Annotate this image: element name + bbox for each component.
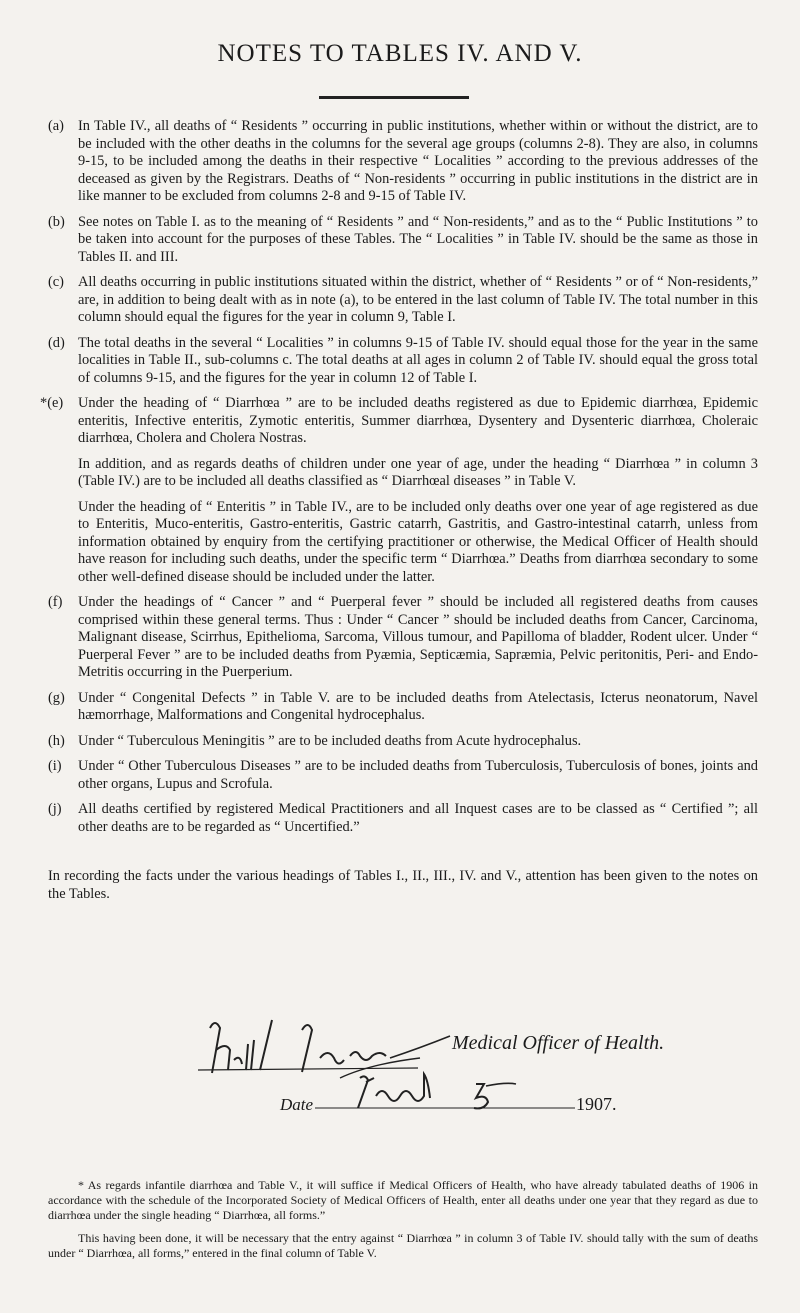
note-text: In Table IV., all deaths of “ Residents ” occurring in public institutions, whether within or without the district, are to be included with the other deaths in the columns for the several age groups (columns 2-8). They are also, in columns 9-15, to be included among the deaths in their respective “ Localities ” according to the previous addresses of the deceased as given by the Registrars. Deaths of “ Non-residents ” occurring in public institutions in the district are in like manner to be excluded from columns 2-8 and 9-15 of Table IV. (78, 118, 758, 204)
signature-block (190, 1010, 730, 1120)
note-g (48, 690, 758, 725)
note-text: All deaths certified by registered Medical Practitioners and all Inquest cases are to be classed as “ Certified ”; all other deaths are to be regarded as “ Uncertified.” (78, 801, 758, 835)
note-label: (g) (48, 689, 65, 706)
note-text: Under the headings of “ Cancer ” and “ Puerperal fever ” should be included all registered deaths from causes comprised within these general terms. Thus : Under “ Cancer ” should be included deaths from Cancer, Carcinoma, Malignant disease, Scirrhus, Epithelioma, Sarcoma, Villous tumour, and Papilloma of bladder, Rodent ulcer. Under “ Puerperal Fever ” are to be included deaths from Pyæmia, Septicæmia, Sapræmia, Pelvic peritonitis, Peri- and Endo-Metritis occurring in the Puerperium. (78, 594, 758, 680)
note-text: Under “ Other Tuberculous Diseases ” are to be included deaths from Tuberculosis, Tuberculosis of bones, joints and other organs, Lupus and Scrofula. (78, 758, 758, 792)
note-f (48, 594, 758, 682)
handwritten-signature (190, 1010, 730, 1120)
note-j (48, 801, 758, 836)
note-h (48, 733, 758, 751)
note-label: (h) (48, 732, 65, 749)
footnote-1: * As regards infantile diarrhœa and Table V., it will suffice if Medical Officers of Health, who have already tabulated deaths of 1906 in accordance with the schedule of the Incorporated Society of Medical Officers of Health, enter all deaths under one year that they regard as due to diarrhœa under the single heading “ Diarrhœa, all forms.” (48, 1178, 758, 1222)
note-label: (d) (48, 334, 65, 351)
note-i (48, 758, 758, 793)
note-e-paragraph-2: In addition, and as regards deaths of children under one year of age, under the heading “ Diarrhœa ” in column 3 (Table IV.) are to be included all deaths classified as “ Diarrhœal diseases ” in Table V. (78, 455, 758, 489)
notes-body (40, 118, 758, 903)
note-label: (j) (48, 801, 62, 817)
note-c (48, 274, 758, 327)
note-a (48, 118, 758, 206)
note-label: (b) (48, 213, 65, 230)
note-b (48, 214, 758, 267)
note-text: All deaths occurring in public institutions situated within the district, whether of “ Residents ” or of “ Non-residents,” are, in addition to being dealt with as in note (a), to be entered in the last column of Table IV. The total number in this column should equal the figures for the year in column 9, Table I. (78, 274, 758, 325)
note-text: See notes on Table I. as to the meaning of “ Residents ” and “ Non-residents,” and as to the “ Public Institutions ” to be taken into account for the purposes of these Tables. The “ Localities ” in Table IV. should be the same as those in Tables II. and III. (78, 213, 758, 265)
signature-role: Medical Officer of Health. (452, 1032, 665, 1054)
date-year: 1907. (576, 1094, 617, 1114)
note-text: Under “ Congenital Defects ” in Table V. are to be included deaths from Atelectasis, Icterus neonatorum, Navel hæmorrhage, Malformations and Congenital hydrocephalus. (78, 689, 758, 723)
footnote-2: This having been done, it will be necessary that the entry against “ Diarrhœa ” in column 3 of Table IV. should tally with the sum of deaths under “ Diarrhœa, all forms,” entered in the final column of Table V. (48, 1231, 758, 1260)
note-text: Under the heading of “ Diarrhœa ” are to be included deaths registered as due to Epidemic diarrhœa, Epidemic enteritis, Infective enteritis, Zymotic enteritis, Summer diarrhœa, Dysentery and Dysenteric diarrhœa, Choleraic diarrhœa, Cholera and Cholera Nostras. (78, 395, 758, 446)
note-text: Under “ Tuberculous Meningitis ” are to be included deaths from Acute hydrocephalus. (78, 732, 582, 749)
footnotes (48, 1178, 758, 1269)
title-rule (319, 96, 469, 99)
closing-statement: In recording the facts under the various headings of Tables I., II., III., IV. and V., attention has been given to the notes on the Tables. (48, 868, 758, 902)
note-d (48, 335, 758, 388)
note-label: (i) (48, 758, 62, 774)
note-label: (c) (48, 274, 64, 290)
note-label: (a) (48, 118, 64, 134)
note-label: *(e) (40, 395, 64, 411)
note-text: The total deaths in the several “ Localities ” in columns 9-15 of Table IV. should equal those for the year in the same localities in Table II., sub-columns c. The total deaths at all ages in column 2 of Table IV. should equal the gross total of columns 9-15, and the figures for the year in column 12 of Table I. (78, 334, 758, 386)
note-e (40, 395, 758, 448)
note-e-paragraph-3: Under the heading of “ Enteritis ” in Table IV., are to be included only deaths over one year of age registered as due to Enteritis, Muco-enteritis, Gastro-enteritis, Gastric catarrh, Gastritis, and Gastro-intestinal catarrh, unless from information obtained by enquiry from the certifying practitioner or otherwise, the Medical Officer of Health should have reason for including such deaths, under the specific term “ Diarrhœa.” Deaths from diarrhœa secondary to some other well-defined disease should be included under the latter. (78, 498, 758, 585)
note-label: (f) (48, 594, 63, 610)
page-title: NOTES TO TABLES IV. AND V. (217, 40, 583, 67)
date-label: Date (280, 1095, 314, 1114)
